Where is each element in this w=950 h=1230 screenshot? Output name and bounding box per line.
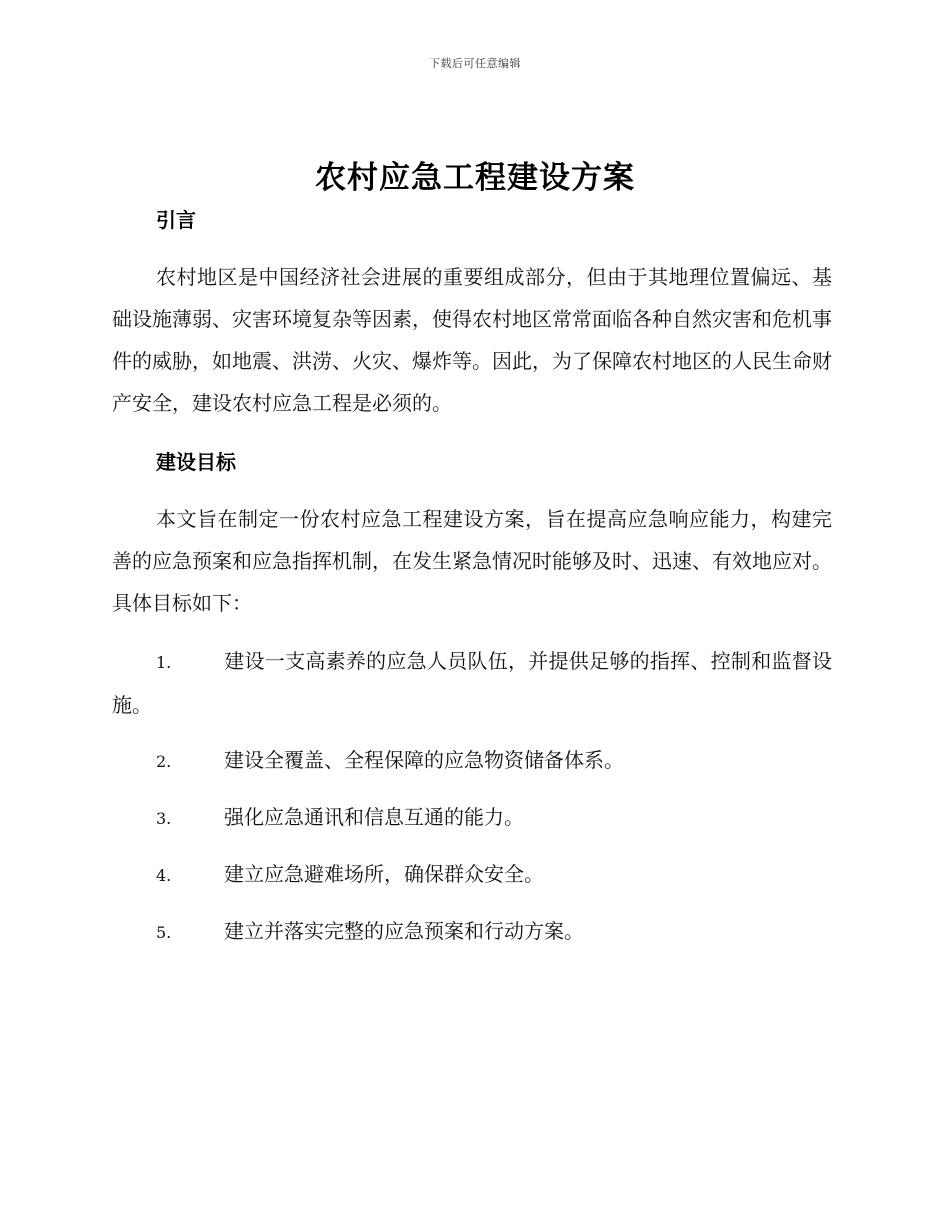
list-item-text: 建立并落实完整的应急预案和行动方案。	[224, 919, 584, 943]
list-item-text: 建立应急避难场所，确保群众安全。	[224, 862, 544, 886]
list-item-text: 建设一支高素养的应急人员队伍，并提供足够的指挥、控制和监督设施。	[112, 649, 832, 717]
section-heading-goals: 建设目标	[156, 450, 236, 474]
list-item	[112, 853, 832, 897]
document-title: 农村应急工程建设方案	[315, 160, 635, 196]
list-item-number: 4.	[156, 866, 172, 885]
list-item-text: 建设全覆盖、全程保障的应急物资储备体系。	[224, 748, 624, 772]
section-heading-intro: 引言	[156, 208, 196, 232]
document-body	[112, 202, 832, 967]
list-item-number: 3.	[156, 809, 172, 828]
list-item-number: 2.	[156, 752, 172, 771]
list-item	[112, 796, 832, 840]
list-item-text: 强化应急通讯和信息互通的能力。	[224, 805, 524, 829]
intro-paragraph: 农村地区是中国经济社会进展的重要组成部分，但由于其地理位置偏远、基础设施薄弱、灾害环境复杂等因素，使得农村地区常常面临各种自然灾害和危机事件的威胁，如地震、洪涝、火灾、爆炸等。因此，为了保障农村地区的人民生命财产安全，建设农村应急工程是必须的。	[112, 265, 832, 415]
list-item-number: 5.	[156, 923, 172, 942]
list-item	[112, 640, 832, 726]
list-item	[112, 739, 832, 783]
goals-list	[112, 640, 832, 954]
goals-paragraph: 本文旨在制定一份农村应急工程建设方案，旨在提高应急响应能力，构建完善的应急预案和应急指挥机制，在发生紧急情况时能够及时、迅速、有效地应对。具体目标如下：	[112, 507, 832, 615]
page-header-note: 下载后可任意编辑	[429, 57, 521, 70]
list-item	[112, 910, 832, 954]
list-item-number: 1.	[156, 653, 172, 672]
